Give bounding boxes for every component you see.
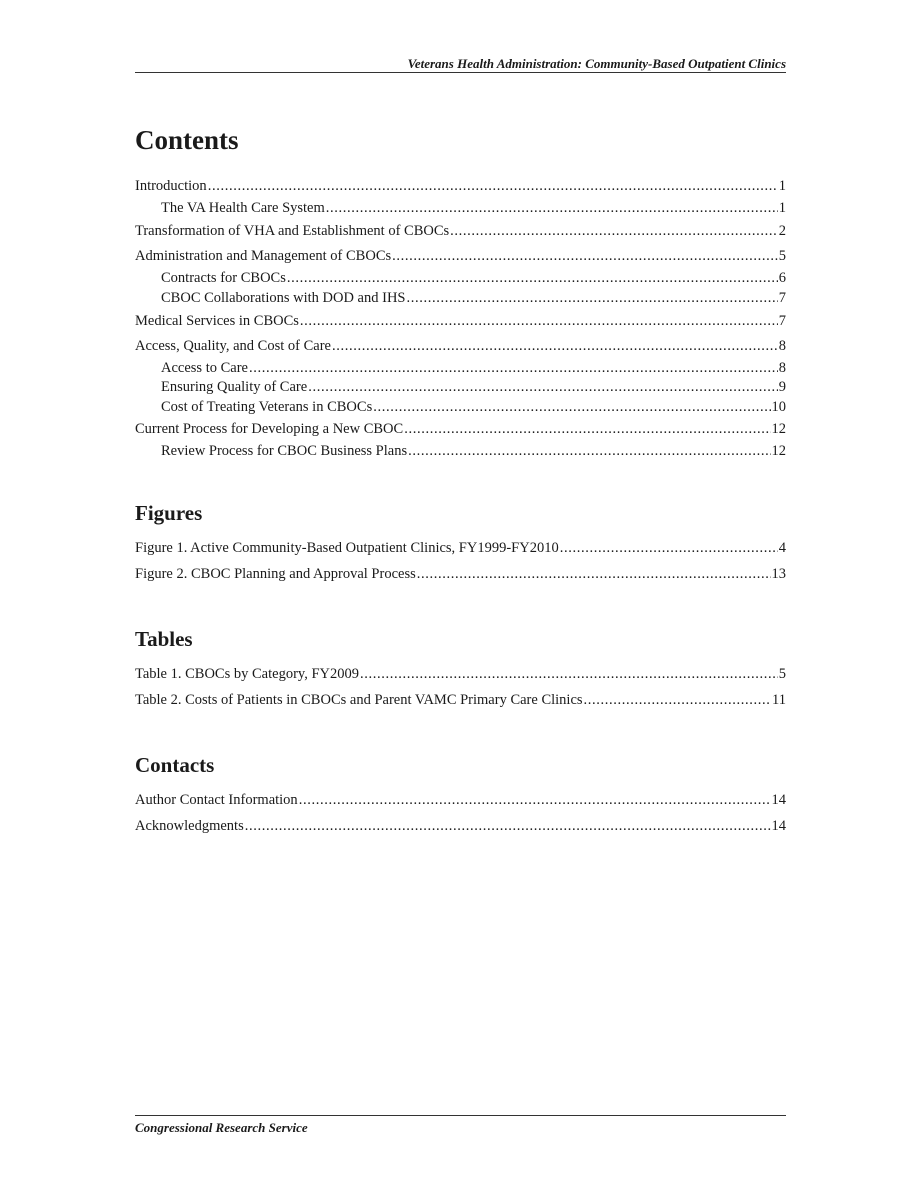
toc-entry-page: 12 [771, 421, 786, 437]
running-header: Veterans Health Administration: Community-Based Outpatient Clinics [407, 56, 786, 71]
dot-leader [300, 311, 778, 331]
toc-entry[interactable] [135, 311, 786, 331]
dot-leader [249, 358, 778, 378]
toc-entry-label: Access, Quality, and Cost of Care [135, 338, 331, 354]
dot-leader [245, 816, 771, 836]
toc-entry-page: 14 [771, 818, 786, 834]
dot-leader [392, 246, 778, 266]
toc-entry-page: 5 [778, 666, 786, 682]
toc-entry[interactable] [135, 336, 786, 356]
toc-entry-label: Current Process for Developing a New CBOC [135, 421, 404, 437]
dot-leader [299, 790, 771, 810]
dot-leader [560, 538, 778, 558]
toc-entry-page: 7 [778, 313, 786, 329]
toc-entry-page: 4 [778, 540, 786, 556]
dot-leader [208, 176, 778, 196]
toc-subentry[interactable] [161, 441, 786, 461]
toc-subentry[interactable] [161, 288, 786, 308]
dot-leader [450, 221, 778, 241]
dot-leader [332, 336, 778, 356]
footer-divider [135, 1115, 786, 1116]
toc-entry-page: 10 [771, 399, 786, 415]
toc-entry[interactable] [135, 419, 786, 439]
dot-leader [308, 377, 778, 397]
toc-entry-label: Contracts for CBOCs [161, 270, 286, 286]
toc-entry-label: Author Contact Information [135, 792, 298, 808]
toc-entry-label: The VA Health Care System [161, 200, 325, 216]
dot-leader [360, 664, 778, 684]
toc-entry-page: 13 [771, 566, 786, 582]
contents-heading: Contents [135, 125, 239, 155]
toc-entry-page: 8 [778, 338, 786, 354]
dot-leader [584, 690, 771, 710]
toc-subentry[interactable] [161, 358, 786, 378]
toc-subentry[interactable] [161, 397, 786, 417]
toc-entry-page: 1 [778, 200, 786, 216]
toc-entry-page: 12 [771, 443, 786, 459]
toc-entry-label: Table 1. CBOCs by Category, FY2009 [135, 666, 359, 682]
dot-leader [287, 268, 778, 288]
toc-entry-label: Introduction [135, 178, 207, 194]
toc-entry-label: Acknowledgments [135, 818, 244, 834]
figures-heading: Figures [135, 501, 203, 525]
tables-heading: Tables [135, 627, 193, 651]
toc-entry-page: 11 [772, 692, 786, 708]
dot-leader [326, 198, 778, 218]
toc-entry-label: Ensuring Quality of Care [161, 379, 308, 395]
contacts-heading: Contacts [135, 753, 215, 777]
toc-entry-page: 2 [778, 223, 786, 239]
toc-entry-label: CBOC Collaborations with DOD and IHS [161, 290, 406, 306]
toc-entry-page: 5 [778, 248, 786, 264]
toc-subentry[interactable] [161, 198, 786, 218]
toc-entry-page: 9 [778, 379, 786, 395]
toc-entry-page: 8 [778, 360, 786, 376]
toc-entry-label: Transformation of VHA and Establishment of CBOCs [135, 223, 450, 239]
figure-entry[interactable] [135, 538, 786, 558]
contact-entry[interactable] [135, 790, 786, 810]
toc-subentry[interactable] [161, 268, 786, 288]
toc-entry-page: 14 [771, 792, 786, 808]
toc-entry-label: Medical Services in CBOCs [135, 313, 299, 329]
toc-entry-label: Access to Care [161, 360, 248, 376]
toc-entry[interactable] [135, 221, 786, 241]
toc-entry-page: 1 [778, 178, 786, 194]
running-footer: Congressional Research Service [135, 1120, 308, 1135]
toc-entry[interactable] [135, 176, 786, 196]
dot-leader [373, 397, 770, 417]
toc-entry-label: Table 2. Costs of Patients in CBOCs and Parent VAMC Primary Care Clinics [135, 692, 583, 708]
toc-entry-page: 7 [778, 290, 786, 306]
dot-leader [404, 419, 770, 439]
figure-entry[interactable] [135, 564, 786, 584]
toc-entry-label: Cost of Treating Veterans in CBOCs [161, 399, 373, 415]
contact-entry[interactable] [135, 816, 786, 836]
table-entry[interactable] [135, 664, 786, 684]
header-divider [135, 72, 786, 73]
toc-entry-label: Review Process for CBOC Business Plans [161, 443, 408, 459]
toc-entry-page: 6 [778, 270, 786, 286]
dot-leader [417, 564, 771, 584]
dot-leader [406, 288, 777, 308]
toc-entry-label: Administration and Management of CBOCs [135, 248, 392, 264]
table-entry[interactable] [135, 690, 786, 710]
dot-leader [408, 441, 770, 461]
toc-subentry[interactable] [161, 377, 786, 397]
toc-entry-label: Figure 2. CBOC Planning and Approval Process [135, 566, 416, 582]
toc-entry-label: Figure 1. Active Community-Based Outpatient Clinics, FY1999-FY2010 [135, 540, 559, 556]
toc-entry[interactable] [135, 246, 786, 266]
